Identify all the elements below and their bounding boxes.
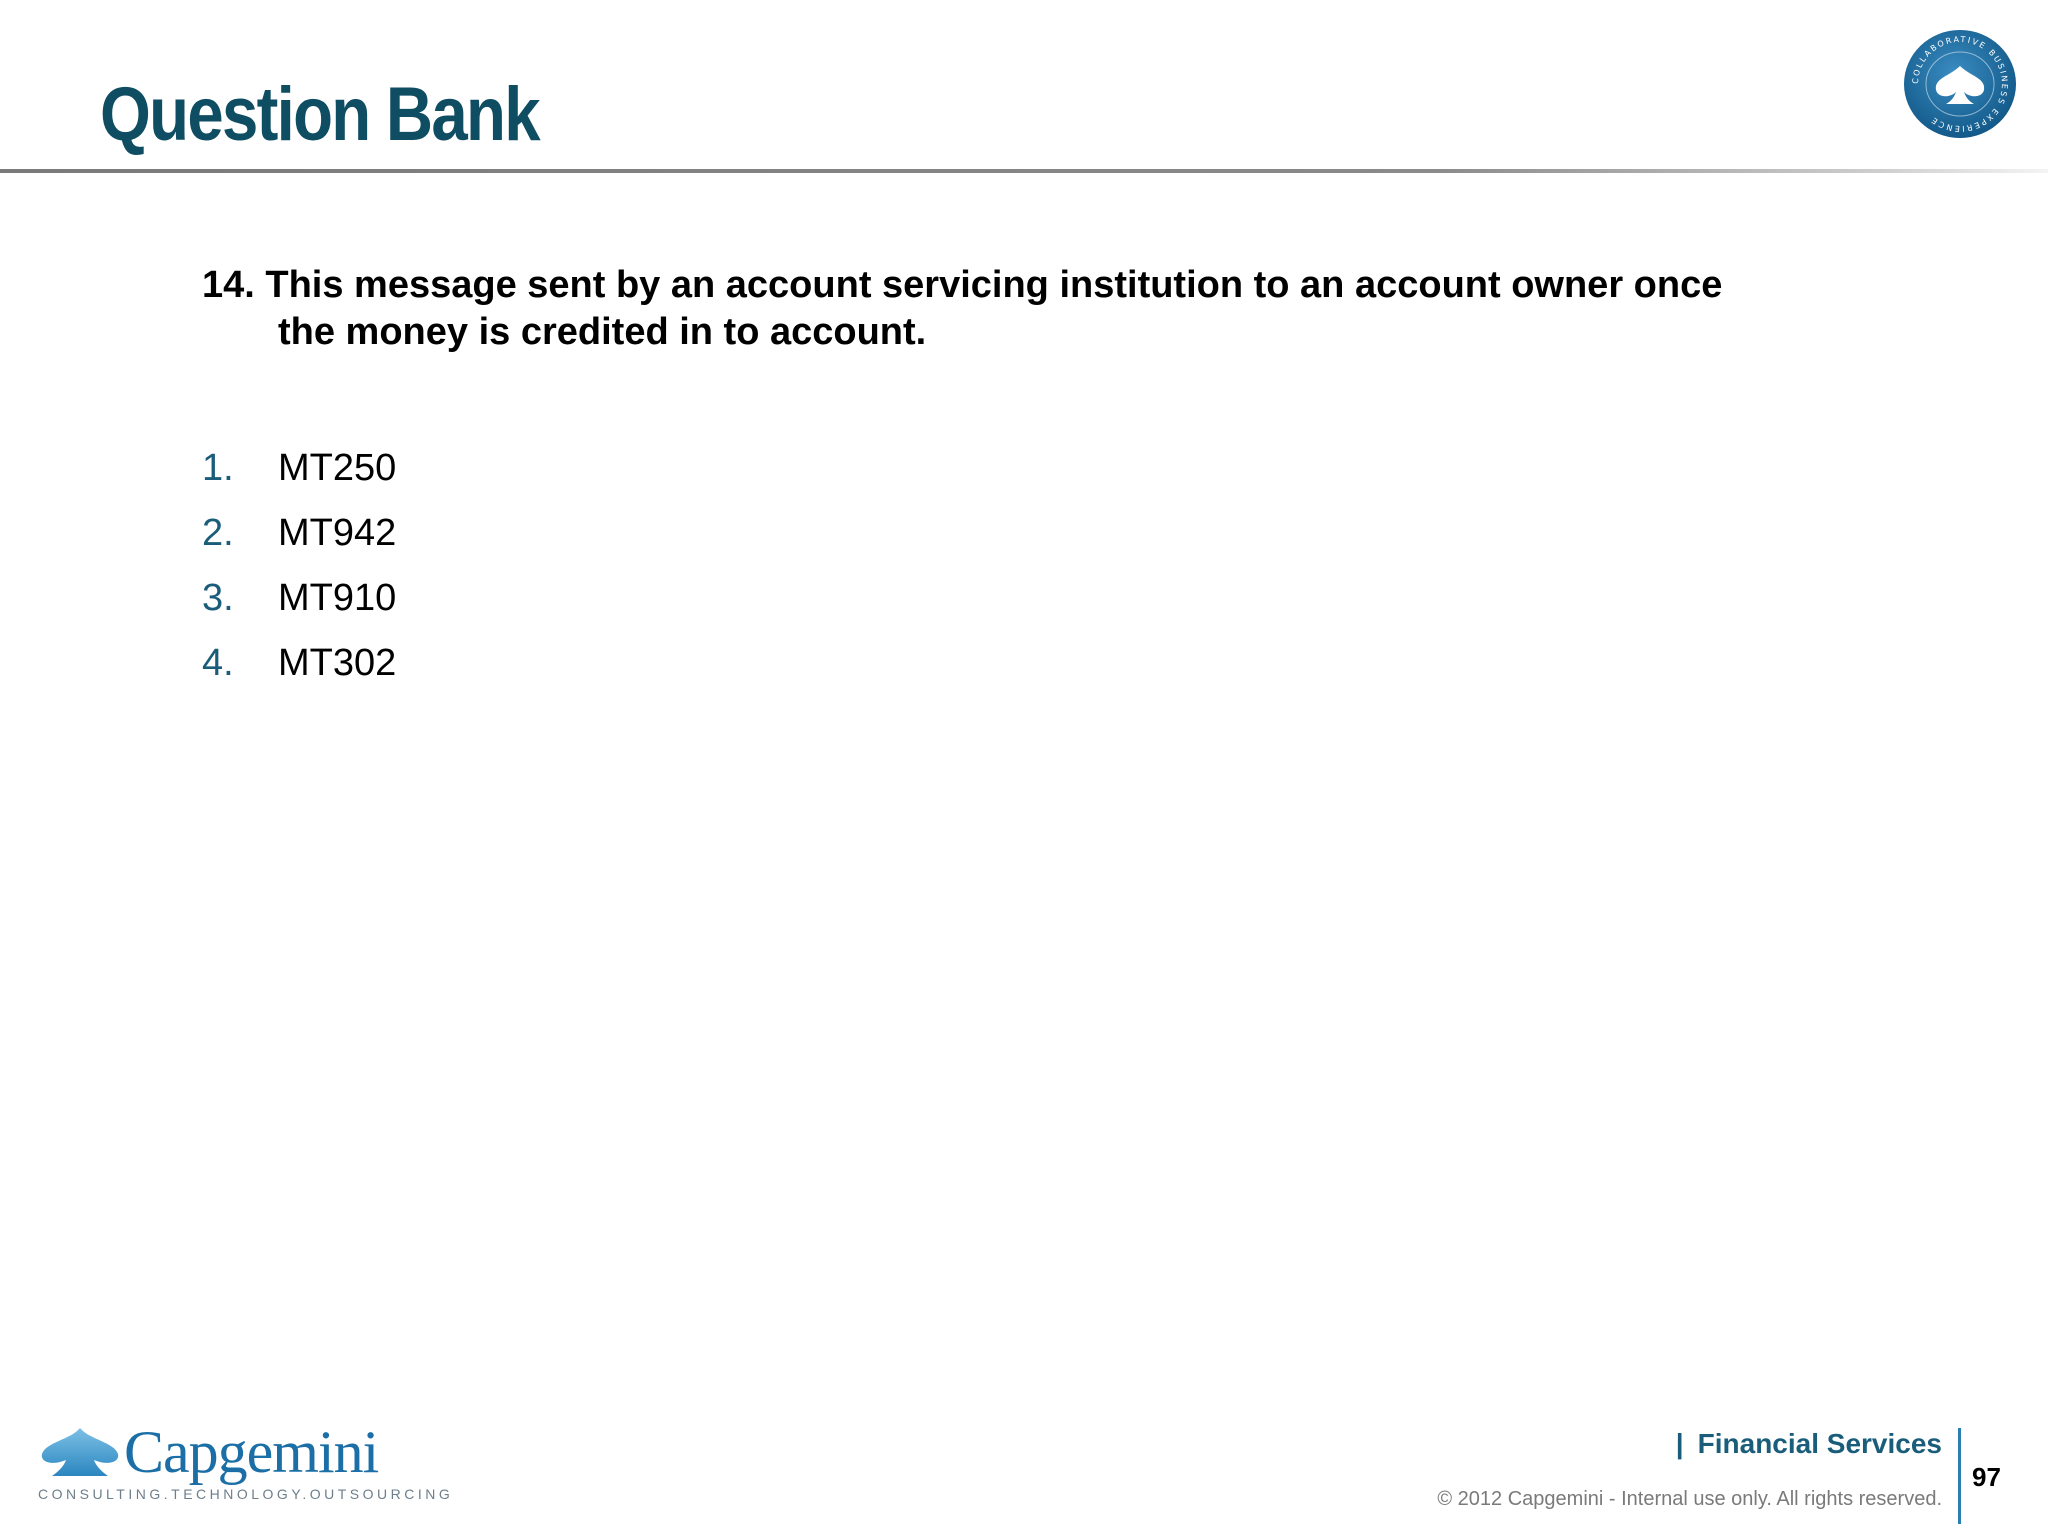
option-text: MT250 [278,447,397,489]
option-text: MT302 [278,642,397,684]
spade-icon [36,1420,124,1486]
question-text [202,262,1842,356]
logo-wordmark: Capgemini [124,1419,379,1485]
question-line-2: the money is credited in to account. [278,311,927,353]
page-title: Question Bank [100,72,539,157]
division-separator: | [1675,1428,1684,1459]
answer-option [202,631,396,696]
question-line-1: 14. This message sent by an account servicing institution to an account owner once [202,264,1723,306]
answer-options-list [202,436,396,696]
option-number: 3. [202,577,234,619]
title-divider [0,169,2048,173]
collaborative-business-experience-seal-logo [1900,28,2020,140]
page-number: 97 [1972,1462,2001,1492]
option-text: MT910 [278,577,397,619]
option-number: 4. [202,642,234,684]
option-text: MT942 [278,512,397,554]
answer-option [202,501,396,566]
answer-option [202,566,396,631]
division-name: Financial Services [1697,1428,1942,1459]
footer-divider [1958,1428,1961,1524]
option-number: 2. [202,512,234,554]
seal-text: COLLABORATIVE BUSINESS EXPERIENCE [1910,34,2010,134]
option-number: 1. [202,447,234,489]
capgemini-logo [36,1419,454,1510]
logo-tagline: CONSULTING.TECHNOLOGY.OUTSOURCING [38,1486,454,1502]
footer-division [1676,1428,1942,1460]
answer-option [202,436,396,501]
copyright-notice: © 2012 Capgemini - Internal use only. All rights reserved. [1437,1488,1942,1510]
